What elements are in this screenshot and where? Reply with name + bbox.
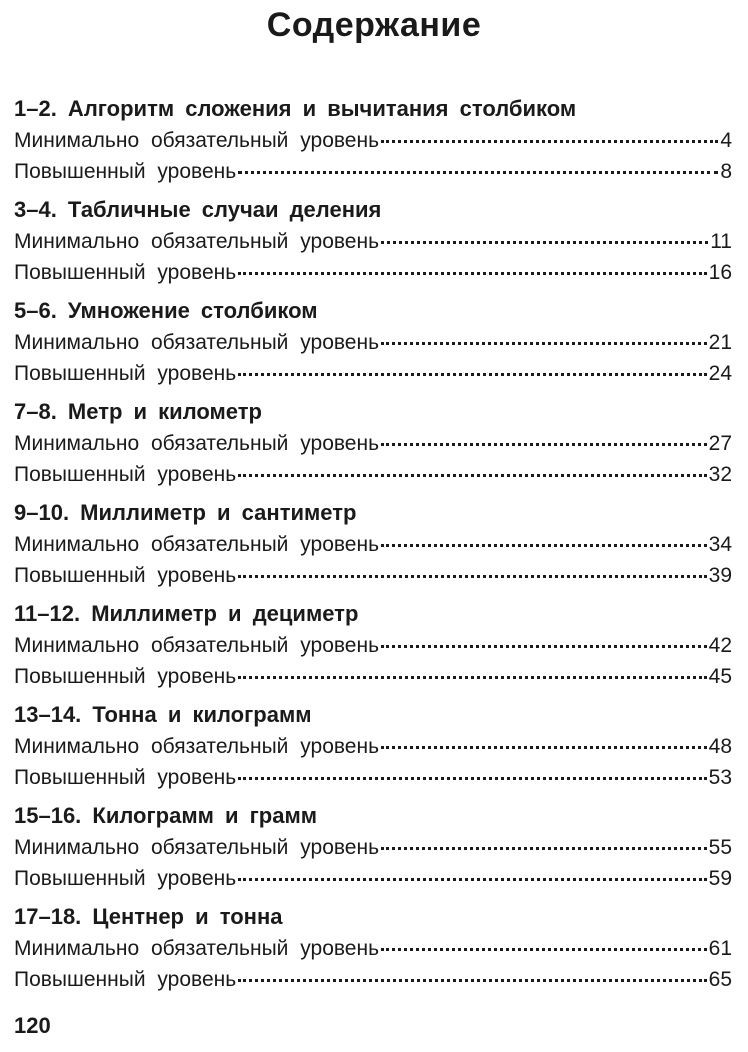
section-heading: 9–10. Миллиметр и сантиметр — [14, 500, 357, 525]
entry-label: Повышенный уровень — [14, 766, 237, 789]
dot-leader — [238, 878, 706, 881]
toc-section — [14, 395, 732, 496]
entry-page: 53 — [708, 766, 732, 789]
entry-label: Минимально обязательный уровень — [14, 129, 380, 152]
dot-leader — [238, 676, 706, 679]
entry-page: 42 — [708, 634, 732, 657]
entry-label: Повышенный уровень — [14, 665, 237, 688]
dot-leader — [381, 140, 718, 143]
dot-leader — [381, 948, 707, 951]
dot-leader — [238, 171, 718, 174]
toc-section — [14, 193, 732, 294]
toc-section — [14, 799, 732, 900]
section-heading: 15–16. Килограмм и грамм — [14, 803, 317, 828]
entry-label: Повышенный уровень — [14, 463, 237, 486]
entry-label: Минимально обязательный уровень — [14, 230, 380, 253]
page-number: 120 — [14, 1013, 51, 1038]
toc-entry[interactable] — [14, 459, 732, 490]
toc-section — [14, 698, 732, 799]
toc-entry[interactable] — [14, 358, 732, 389]
section-heading: 13–14. Тонна и килограмм — [14, 702, 312, 727]
toc-entry[interactable] — [14, 762, 732, 793]
entry-label: Повышенный уровень — [14, 261, 237, 284]
dot-leader — [238, 777, 706, 780]
dot-leader — [238, 474, 706, 477]
entry-page: 48 — [708, 735, 732, 758]
entry-label: Повышенный уровень — [14, 564, 237, 587]
entry-label: Повышенный уровень — [14, 160, 237, 183]
section-heading: 5–6. Умножение столбиком — [14, 298, 318, 323]
entry-label: Минимально обязательный уровень — [14, 634, 380, 657]
entry-page: 32 — [708, 463, 732, 486]
toc-entry[interactable] — [14, 964, 732, 995]
toc-entry[interactable] — [14, 933, 732, 964]
toc-section — [14, 92, 732, 193]
entry-page: 11 — [710, 230, 732, 253]
page-title: Содержание — [266, 6, 482, 44]
entry-page: 16 — [708, 261, 732, 284]
dot-leader — [381, 443, 707, 446]
entry-label: Повышенный уровень — [14, 968, 237, 991]
toc-section — [14, 597, 732, 698]
toc-section — [14, 900, 732, 1001]
entry-label: Повышенный уровень — [14, 362, 237, 385]
toc-entry[interactable] — [14, 428, 732, 459]
dot-leader — [381, 645, 707, 648]
toc-entry[interactable] — [14, 630, 732, 661]
toc-entry[interactable] — [14, 327, 732, 358]
toc-entry[interactable] — [14, 560, 732, 591]
entry-page: 39 — [708, 564, 732, 587]
toc-section — [14, 294, 732, 395]
section-heading: 1–2. Алгоритм сложения и вычитания столбиком — [14, 96, 577, 121]
dot-leader — [238, 272, 706, 275]
entry-page: 27 — [708, 432, 732, 455]
toc-entry[interactable] — [14, 731, 732, 762]
dot-leader — [381, 342, 707, 345]
toc-entry[interactable] — [14, 226, 732, 257]
entry-page: 21 — [708, 331, 732, 354]
section-heading: 17–18. Центнер и тонна — [14, 904, 283, 929]
dot-leader — [381, 847, 707, 850]
entry-page: 55 — [708, 836, 732, 859]
section-heading: 3–4. Табличные случаи деления — [14, 197, 382, 222]
entry-label: Минимально обязательный уровень — [14, 331, 380, 354]
entry-page: 59 — [708, 867, 732, 890]
entry-label: Минимально обязательный уровень — [14, 937, 380, 960]
entry-page: 61 — [708, 937, 732, 960]
entry-label: Минимально обязательный уровень — [14, 432, 380, 455]
dot-leader — [238, 373, 706, 376]
toc-entry[interactable] — [14, 156, 732, 187]
entry-page: 45 — [708, 665, 732, 688]
dot-leader — [381, 746, 707, 749]
section-heading: 7–8. Метр и километр — [14, 399, 262, 424]
entry-page: 65 — [708, 968, 732, 991]
toc-entry[interactable] — [14, 257, 732, 288]
toc-section — [14, 496, 732, 597]
dot-leader — [238, 575, 706, 578]
entry-label: Минимально обязательный уровень — [14, 735, 380, 758]
toc-entry[interactable] — [14, 661, 732, 692]
dot-leader — [238, 979, 706, 982]
toc-entry[interactable] — [14, 125, 732, 156]
toc-entry[interactable] — [14, 529, 732, 560]
entry-page: 8 — [720, 160, 732, 183]
toc-entry[interactable] — [14, 863, 732, 894]
entry-label: Минимально обязательный уровень — [14, 836, 380, 859]
entry-page: 4 — [720, 129, 732, 152]
entry-page: 24 — [708, 362, 732, 385]
entry-page: 34 — [708, 533, 732, 556]
dot-leader — [381, 544, 707, 547]
section-heading: 11–12. Миллиметр и дециметр — [14, 601, 359, 626]
dot-leader — [381, 241, 708, 244]
toc-entry[interactable] — [14, 832, 732, 863]
table-of-contents — [14, 92, 732, 1001]
entry-label: Повышенный уровень — [14, 867, 237, 890]
entry-label: Минимально обязательный уровень — [14, 533, 380, 556]
